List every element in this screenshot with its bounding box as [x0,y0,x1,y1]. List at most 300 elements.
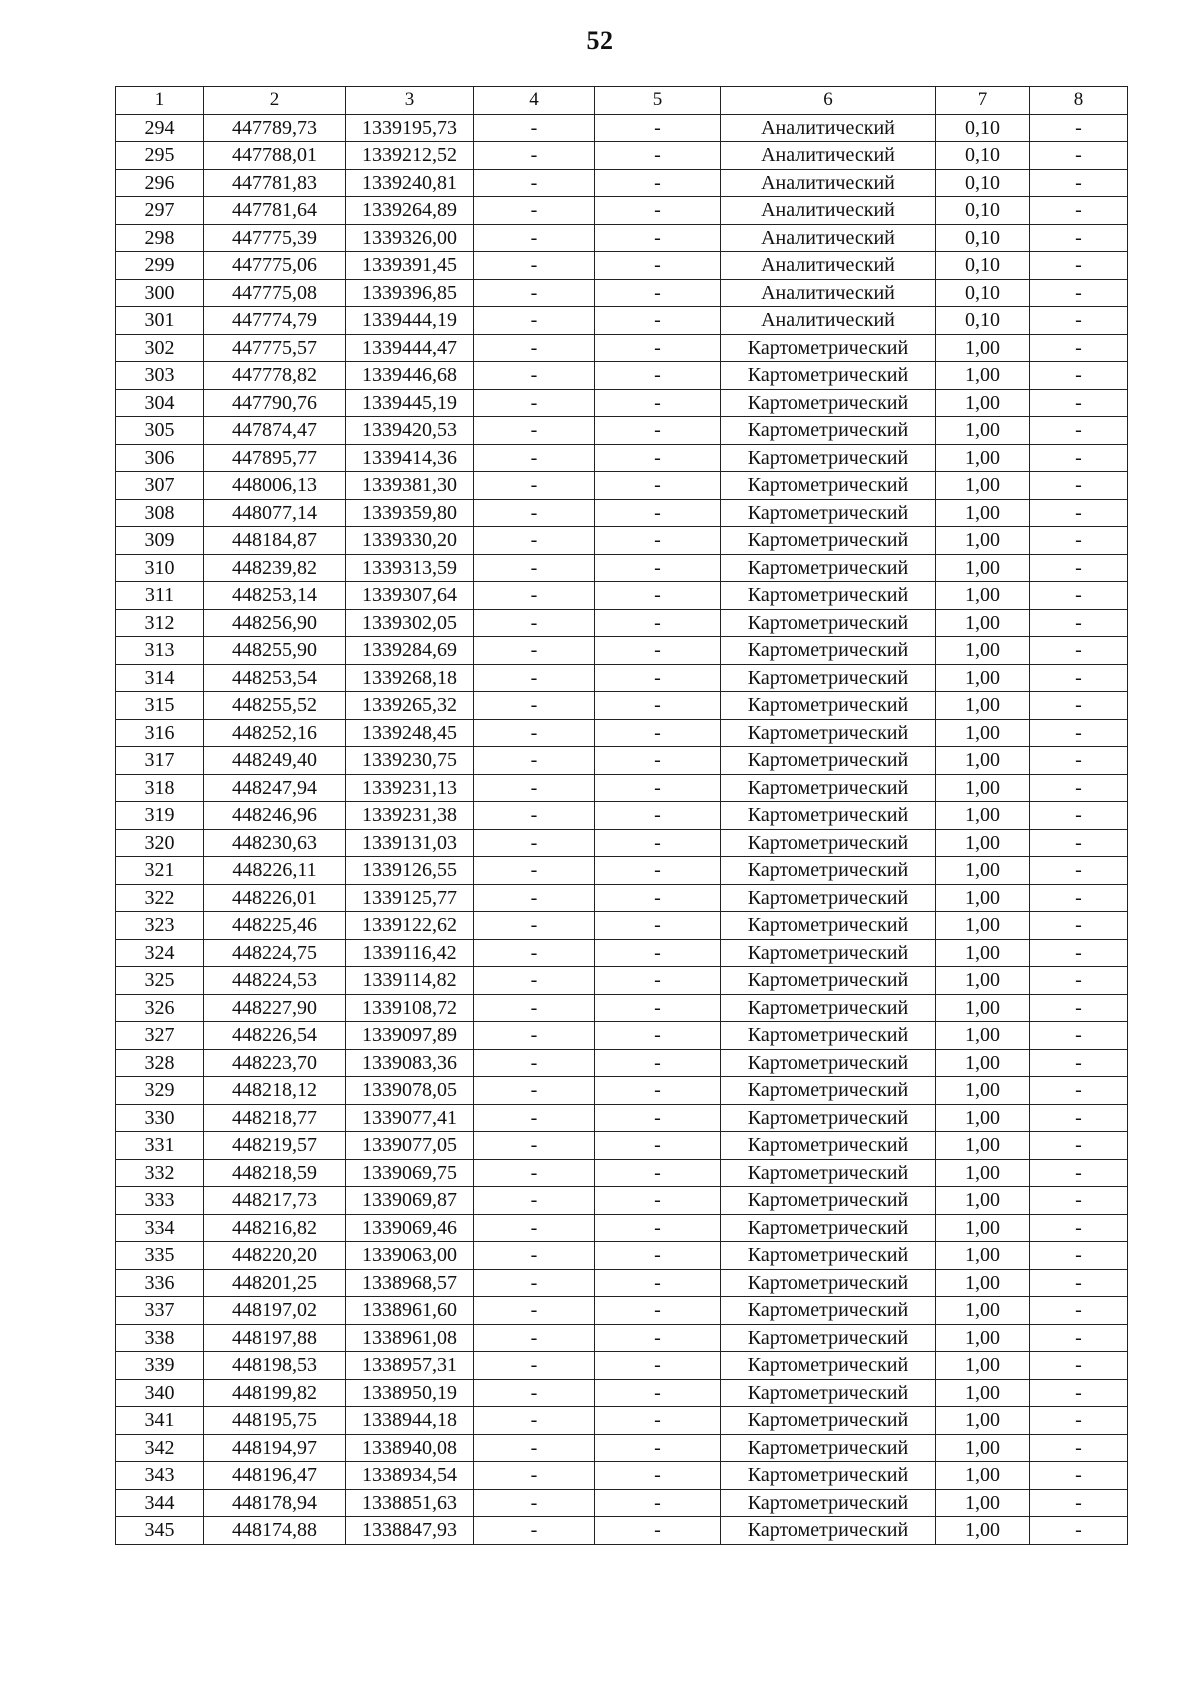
y-coordinate-cell: 1339069,46 [346,1214,474,1242]
col-5-value-cell: - [595,499,721,527]
accuracy-cell: 1,00 [936,637,1030,665]
point-number-cell: 332 [116,1159,204,1187]
method-cell: Картометрический [721,1324,936,1352]
method-cell: Картометрический [721,499,936,527]
point-number-cell: 310 [116,554,204,582]
method-cell: Картометрический [721,774,936,802]
method-cell: Картометрический [721,637,936,665]
col-8-value-cell: - [1030,527,1128,555]
y-coordinate-cell: 1339212,52 [346,142,474,170]
accuracy-cell: 1,00 [936,1132,1030,1160]
accuracy-cell: 1,00 [936,857,1030,885]
x-coordinate-cell: 448223,70 [204,1049,346,1077]
method-cell: Картометрический [721,747,936,775]
col-8-value-cell: - [1030,1434,1128,1462]
col-4-value-cell: - [474,1462,595,1490]
y-coordinate-cell: 1339445,19 [346,389,474,417]
y-coordinate-cell: 1339313,59 [346,554,474,582]
x-coordinate-cell: 448226,01 [204,884,346,912]
method-cell: Картометрический [721,417,936,445]
point-number-cell: 301 [116,307,204,335]
col-5-value-cell: - [595,857,721,885]
col-8-value-cell: - [1030,747,1128,775]
col-4-value-cell: - [474,1489,595,1517]
accuracy-cell: 1,00 [936,554,1030,582]
x-coordinate-cell: 448255,52 [204,692,346,720]
point-number-cell: 306 [116,444,204,472]
y-coordinate-cell: 1338934,54 [346,1462,474,1490]
col-4-value-cell: - [474,224,595,252]
method-cell: Картометрический [721,1049,936,1077]
col-8-value-cell: - [1030,114,1128,142]
y-coordinate-cell: 1339097,89 [346,1022,474,1050]
table-row [116,389,1128,417]
col-5-value-cell: - [595,884,721,912]
col-4-value-cell: - [474,994,595,1022]
col-4-value-cell: - [474,1242,595,1270]
col-8-value-cell: - [1030,1352,1128,1380]
point-number-cell: 326 [116,994,204,1022]
method-cell: Картометрический [721,1269,936,1297]
col-4-value-cell: - [474,1352,595,1380]
col-8-value-cell: - [1030,994,1128,1022]
col-8-value-cell: - [1030,884,1128,912]
accuracy-cell: 1,00 [936,1352,1030,1380]
col-4-value-cell: - [474,1297,595,1325]
col-8-value-cell: - [1030,774,1128,802]
x-coordinate-cell: 447781,83 [204,169,346,197]
x-coordinate-cell: 448224,75 [204,939,346,967]
col-8-value-cell: - [1030,1269,1128,1297]
y-coordinate-cell: 1339302,05 [346,609,474,637]
accuracy-cell: 1,00 [936,1324,1030,1352]
col-5-value-cell: - [595,1407,721,1435]
col-8-value-cell: - [1030,1242,1128,1270]
accuracy-cell: 1,00 [936,1462,1030,1490]
accuracy-cell: 1,00 [936,1297,1030,1325]
y-coordinate-cell: 1339248,45 [346,719,474,747]
accuracy-cell: 1,00 [936,939,1030,967]
x-coordinate-cell: 448252,16 [204,719,346,747]
col-8-value-cell: - [1030,362,1128,390]
col-4-value-cell: - [474,554,595,582]
col-4-value-cell: - [474,637,595,665]
y-coordinate-cell: 1339381,30 [346,472,474,500]
point-number-cell: 344 [116,1489,204,1517]
x-coordinate-cell: 448199,82 [204,1379,346,1407]
table-row [116,1187,1128,1215]
x-coordinate-cell: 448253,14 [204,582,346,610]
col-8-value-cell: - [1030,1489,1128,1517]
accuracy-cell: 1,00 [936,334,1030,362]
method-cell: Аналитический [721,169,936,197]
accuracy-cell: 1,00 [936,1434,1030,1462]
method-cell: Картометрический [721,1104,936,1132]
point-number-cell: 333 [116,1187,204,1215]
x-coordinate-cell: 448201,25 [204,1269,346,1297]
x-coordinate-cell: 447895,77 [204,444,346,472]
accuracy-cell: 1,00 [936,1379,1030,1407]
point-number-cell: 295 [116,142,204,170]
y-coordinate-cell: 1339077,41 [346,1104,474,1132]
y-coordinate-cell: 1338957,31 [346,1352,474,1380]
col-8-value-cell: - [1030,802,1128,830]
x-coordinate-cell: 447789,73 [204,114,346,142]
table-row [116,912,1128,940]
col-4-value-cell: - [474,169,595,197]
col-4-value-cell: - [474,1379,595,1407]
method-cell: Картометрический [721,1077,936,1105]
table-row [116,939,1128,967]
col-5-value-cell: - [595,444,721,472]
method-cell: Картометрический [721,1489,936,1517]
x-coordinate-cell: 448218,12 [204,1077,346,1105]
y-coordinate-cell: 1339114,82 [346,967,474,995]
point-number-cell: 324 [116,939,204,967]
x-coordinate-cell: 448217,73 [204,1187,346,1215]
col-8-value-cell: - [1030,1104,1128,1132]
accuracy-cell: 1,00 [936,994,1030,1022]
x-coordinate-cell: 448194,97 [204,1434,346,1462]
col-5-value-cell: - [595,1022,721,1050]
y-coordinate-cell: 1339359,80 [346,499,474,527]
col-8-value-cell: - [1030,939,1128,967]
point-number-cell: 328 [116,1049,204,1077]
x-coordinate-cell: 448224,53 [204,967,346,995]
method-cell: Картометрический [721,994,936,1022]
point-number-cell: 317 [116,747,204,775]
method-cell: Аналитический [721,252,936,280]
y-coordinate-cell: 1339122,62 [346,912,474,940]
point-number-cell: 323 [116,912,204,940]
col-5-value-cell: - [595,197,721,225]
accuracy-cell: 1,00 [936,802,1030,830]
table-row [116,1214,1128,1242]
x-coordinate-cell: 448249,40 [204,747,346,775]
col-5-value-cell: - [595,307,721,335]
accuracy-cell: 1,00 [936,1517,1030,1545]
col-8-value-cell: - [1030,169,1128,197]
x-coordinate-cell: 448255,90 [204,637,346,665]
x-coordinate-cell: 448197,02 [204,1297,346,1325]
y-coordinate-cell: 1339083,36 [346,1049,474,1077]
col-5-value-cell: - [595,582,721,610]
col-8-value-cell: - [1030,472,1128,500]
col-8-value-cell: - [1030,664,1128,692]
col-5-value-cell: - [595,664,721,692]
header-cell: 8 [1030,87,1128,115]
page-number: 52 [586,26,614,55]
accuracy-cell: 0,10 [936,252,1030,280]
col-8-value-cell: - [1030,1022,1128,1050]
col-4-value-cell: - [474,802,595,830]
col-4-value-cell: - [474,1049,595,1077]
col-5-value-cell: - [595,362,721,390]
col-8-value-cell: - [1030,857,1128,885]
table-row [116,692,1128,720]
col-4-value-cell: - [474,197,595,225]
y-coordinate-cell: 1339268,18 [346,664,474,692]
accuracy-cell: 1,00 [936,829,1030,857]
accuracy-cell: 1,00 [936,719,1030,747]
y-coordinate-cell: 1339326,00 [346,224,474,252]
col-4-value-cell: - [474,747,595,775]
point-number-cell: 297 [116,197,204,225]
method-cell: Картометрический [721,444,936,472]
accuracy-cell: 1,00 [936,747,1030,775]
x-coordinate-cell: 448218,77 [204,1104,346,1132]
table-row [116,307,1128,335]
col-5-value-cell: - [595,1242,721,1270]
col-5-value-cell: - [595,637,721,665]
point-number-cell: 318 [116,774,204,802]
col-4-value-cell: - [474,417,595,445]
table-row [116,582,1128,610]
x-coordinate-cell: 448197,88 [204,1324,346,1352]
x-coordinate-cell: 448227,90 [204,994,346,1022]
accuracy-cell: 1,00 [936,472,1030,500]
point-number-cell: 320 [116,829,204,857]
col-4-value-cell: - [474,279,595,307]
col-8-value-cell: - [1030,224,1128,252]
col-4-value-cell: - [474,499,595,527]
col-5-value-cell: - [595,747,721,775]
accuracy-cell: 1,00 [936,1407,1030,1435]
point-number-cell: 327 [116,1022,204,1050]
table-row [116,829,1128,857]
accuracy-cell: 1,00 [936,362,1030,390]
col-5-value-cell: - [595,1049,721,1077]
method-cell: Картометрический [721,1462,936,1490]
y-coordinate-cell: 1339231,38 [346,802,474,830]
point-number-cell: 312 [116,609,204,637]
col-8-value-cell: - [1030,389,1128,417]
col-8-value-cell: - [1030,1379,1128,1407]
method-cell: Картометрический [721,692,936,720]
col-5-value-cell: - [595,692,721,720]
col-5-value-cell: - [595,1269,721,1297]
col-5-value-cell: - [595,527,721,555]
method-cell: Картометрический [721,334,936,362]
method-cell: Картометрический [721,1242,936,1270]
col-5-value-cell: - [595,142,721,170]
y-coordinate-cell: 1339069,75 [346,1159,474,1187]
table-row [116,637,1128,665]
col-4-value-cell: - [474,1132,595,1160]
table-row [116,802,1128,830]
method-cell: Картометрический [721,829,936,857]
method-cell: Картометрический [721,802,936,830]
table-row [116,1132,1128,1160]
y-coordinate-cell: 1338968,57 [346,1269,474,1297]
col-5-value-cell: - [595,1297,721,1325]
col-5-value-cell: - [595,1132,721,1160]
y-coordinate-cell: 1339231,13 [346,774,474,802]
col-5-value-cell: - [595,1077,721,1105]
col-5-value-cell: - [595,1352,721,1380]
table-row [116,527,1128,555]
table-row [116,994,1128,1022]
method-cell: Аналитический [721,307,936,335]
point-number-cell: 345 [116,1517,204,1545]
accuracy-cell: 0,10 [936,307,1030,335]
point-number-cell: 313 [116,637,204,665]
x-coordinate-cell: 447775,39 [204,224,346,252]
point-number-cell: 305 [116,417,204,445]
y-coordinate-cell: 1339444,47 [346,334,474,362]
accuracy-cell: 1,00 [936,499,1030,527]
x-coordinate-cell: 448184,87 [204,527,346,555]
accuracy-cell: 1,00 [936,444,1030,472]
y-coordinate-cell: 1339307,64 [346,582,474,610]
table-row [116,1489,1128,1517]
method-cell: Картометрический [721,857,936,885]
table-row [116,554,1128,582]
col-8-value-cell: - [1030,829,1128,857]
table-row [116,499,1128,527]
table-row [116,1242,1128,1270]
accuracy-cell: 0,10 [936,197,1030,225]
y-coordinate-cell: 1338961,60 [346,1297,474,1325]
col-8-value-cell: - [1030,912,1128,940]
x-coordinate-cell: 448219,57 [204,1132,346,1160]
col-8-value-cell: - [1030,967,1128,995]
y-coordinate-cell: 1339240,81 [346,169,474,197]
method-cell: Картометрический [721,1214,936,1242]
y-coordinate-cell: 1339265,32 [346,692,474,720]
col-5-value-cell: - [595,169,721,197]
col-4-value-cell: - [474,1407,595,1435]
x-coordinate-cell: 448174,88 [204,1517,346,1545]
method-cell: Картометрический [721,719,936,747]
x-coordinate-cell: 448225,46 [204,912,346,940]
x-coordinate-cell: 448198,53 [204,1352,346,1380]
y-coordinate-cell: 1339069,87 [346,1187,474,1215]
x-coordinate-cell: 447781,64 [204,197,346,225]
table-header-row [116,87,1128,115]
point-number-cell: 294 [116,114,204,142]
x-coordinate-cell: 447775,06 [204,252,346,280]
col-8-value-cell: - [1030,1077,1128,1105]
col-4-value-cell: - [474,939,595,967]
col-8-value-cell: - [1030,417,1128,445]
method-cell: Картометрический [721,609,936,637]
col-5-value-cell: - [595,967,721,995]
y-coordinate-cell: 1339126,55 [346,857,474,885]
col-5-value-cell: - [595,252,721,280]
col-8-value-cell: - [1030,1187,1128,1215]
col-8-value-cell: - [1030,554,1128,582]
method-cell: Картометрический [721,1434,936,1462]
table-row [116,1462,1128,1490]
x-coordinate-cell: 447790,76 [204,389,346,417]
table-row [116,362,1128,390]
accuracy-cell: 1,00 [936,967,1030,995]
header-cell: 5 [595,87,721,115]
col-4-value-cell: - [474,114,595,142]
header-cell: 6 [721,87,936,115]
method-cell: Картометрический [721,967,936,995]
col-5-value-cell: - [595,1214,721,1242]
y-coordinate-cell: 1338961,08 [346,1324,474,1352]
y-coordinate-cell: 1338847,93 [346,1517,474,1545]
col-5-value-cell: - [595,389,721,417]
col-5-value-cell: - [595,609,721,637]
col-5-value-cell: - [595,1517,721,1545]
y-coordinate-cell: 1339391,45 [346,252,474,280]
x-coordinate-cell: 447778,82 [204,362,346,390]
table-row [116,114,1128,142]
point-number-cell: 315 [116,692,204,720]
point-number-cell: 311 [116,582,204,610]
method-cell: Картометрический [721,582,936,610]
accuracy-cell: 1,00 [936,1214,1030,1242]
col-5-value-cell: - [595,417,721,445]
header-cell: 4 [474,87,595,115]
accuracy-cell: 1,00 [936,1022,1030,1050]
header-cell: 1 [116,87,204,115]
col-8-value-cell: - [1030,1462,1128,1490]
method-cell: Картометрический [721,362,936,390]
header-cell: 7 [936,87,1030,115]
x-coordinate-cell: 447774,79 [204,307,346,335]
accuracy-cell: 1,00 [936,692,1030,720]
table-row [116,1352,1128,1380]
x-coordinate-cell: 448220,20 [204,1242,346,1270]
accuracy-cell: 1,00 [936,527,1030,555]
table-row [116,224,1128,252]
col-4-value-cell: - [474,1324,595,1352]
accuracy-cell: 1,00 [936,609,1030,637]
point-number-cell: 342 [116,1434,204,1462]
accuracy-cell: 1,00 [936,912,1030,940]
accuracy-cell: 1,00 [936,417,1030,445]
table-row [116,252,1128,280]
table-row [116,169,1128,197]
col-8-value-cell: - [1030,692,1128,720]
col-4-value-cell: - [474,334,595,362]
method-cell: Картометрический [721,884,936,912]
method-cell: Картометрический [721,1352,936,1380]
point-number-cell: 302 [116,334,204,362]
table-row [116,1297,1128,1325]
y-coordinate-cell: 1339077,05 [346,1132,474,1160]
col-5-value-cell: - [595,1324,721,1352]
col-5-value-cell: - [595,554,721,582]
col-8-value-cell: - [1030,252,1128,280]
point-number-cell: 338 [116,1324,204,1352]
col-5-value-cell: - [595,829,721,857]
point-number-cell: 319 [116,802,204,830]
col-8-value-cell: - [1030,307,1128,335]
table-row [116,444,1128,472]
col-5-value-cell: - [595,1462,721,1490]
col-5-value-cell: - [595,912,721,940]
y-coordinate-cell: 1338950,19 [346,1379,474,1407]
col-4-value-cell: - [474,1159,595,1187]
col-4-value-cell: - [474,692,595,720]
y-coordinate-cell: 1339195,73 [346,114,474,142]
col-4-value-cell: - [474,829,595,857]
col-5-value-cell: - [595,719,721,747]
table-row [116,1049,1128,1077]
y-coordinate-cell: 1339284,69 [346,637,474,665]
col-4-value-cell: - [474,884,595,912]
method-cell: Картометрический [721,527,936,555]
point-number-cell: 330 [116,1104,204,1132]
col-4-value-cell: - [474,307,595,335]
y-coordinate-cell: 1339116,42 [346,939,474,967]
